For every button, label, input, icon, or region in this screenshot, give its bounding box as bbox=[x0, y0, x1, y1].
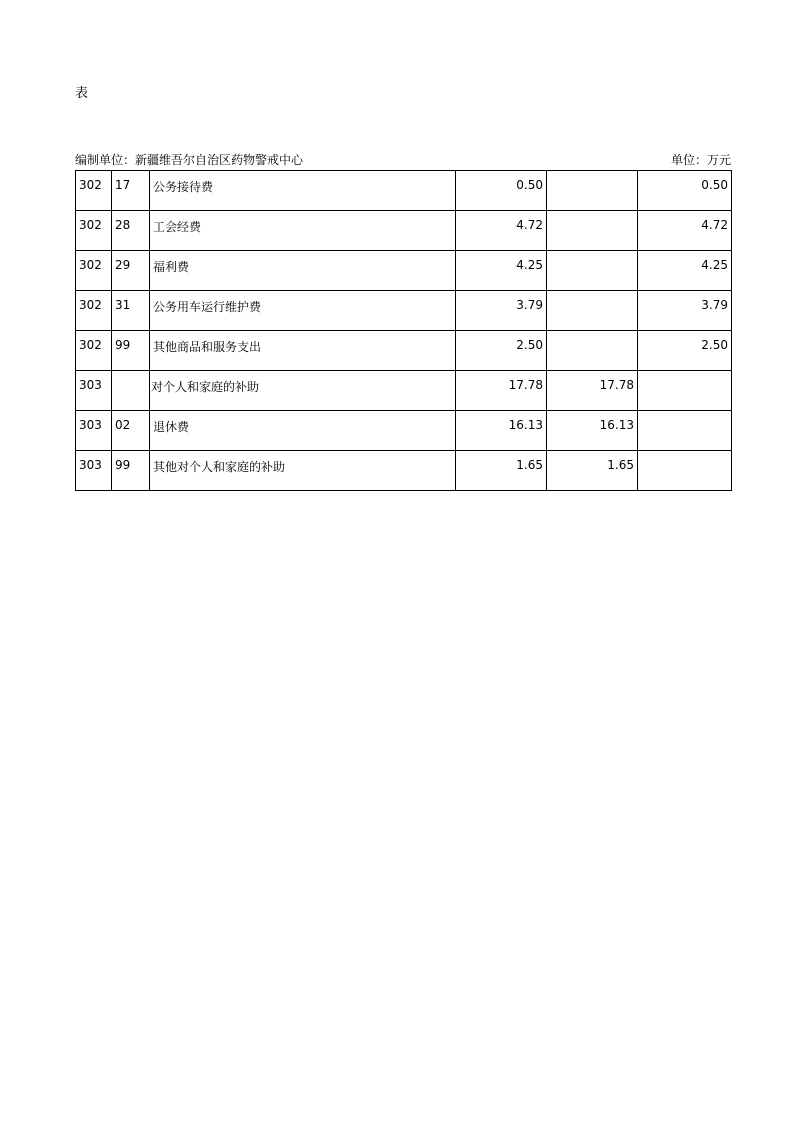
item-code-cell: 28 bbox=[112, 211, 150, 251]
org-label: 编制单位：新疆维吾尔自治区药物警戒中心 bbox=[75, 153, 304, 167]
table-row bbox=[76, 291, 732, 331]
basic-cell: 17.78 bbox=[547, 371, 638, 411]
basic-cell bbox=[547, 251, 638, 291]
item-code-cell: 29 bbox=[112, 251, 150, 291]
item-name-cell: 公务用车运行维护费 bbox=[150, 291, 456, 331]
table-row bbox=[76, 411, 732, 451]
project-cell: 0.50 bbox=[638, 171, 732, 211]
basic-cell bbox=[547, 211, 638, 251]
item-name-cell: 其他商品和服务支出 bbox=[150, 331, 456, 371]
total-cell: 2.50 bbox=[456, 331, 547, 371]
class-code-cell: 303 bbox=[76, 371, 112, 411]
project-cell bbox=[638, 451, 732, 491]
total-cell: 1.65 bbox=[456, 451, 547, 491]
basic-cell bbox=[547, 331, 638, 371]
unit-label: 单位：万元 bbox=[670, 153, 731, 167]
total-cell: 0.50 bbox=[456, 171, 547, 211]
project-cell bbox=[638, 411, 732, 451]
class-code-cell: 303 bbox=[76, 451, 112, 491]
project-cell: 4.25 bbox=[638, 251, 732, 291]
class-code-cell: 302 bbox=[76, 251, 112, 291]
basic-cell: 16.13 bbox=[547, 411, 638, 451]
total-cell: 16.13 bbox=[456, 411, 547, 451]
total-cell: 3.79 bbox=[456, 291, 547, 331]
class-code-cell: 302 bbox=[76, 331, 112, 371]
expenditure-table bbox=[75, 170, 732, 491]
class-code-cell: 302 bbox=[76, 211, 112, 251]
item-name-cell: 福利费 bbox=[150, 251, 456, 291]
basic-cell: 1.65 bbox=[547, 451, 638, 491]
project-cell: 3.79 bbox=[638, 291, 732, 331]
class-code-cell: 302 bbox=[76, 291, 112, 331]
total-cell: 4.25 bbox=[456, 251, 547, 291]
project-cell: 2.50 bbox=[638, 331, 732, 371]
table-row bbox=[76, 251, 732, 291]
table-row bbox=[76, 171, 732, 211]
item-code-cell: 99 bbox=[112, 451, 150, 491]
item-code-cell bbox=[112, 371, 150, 411]
class-code-cell: 303 bbox=[76, 411, 112, 451]
table-row bbox=[76, 211, 732, 251]
item-name-cell: 对个人和家庭的补助 bbox=[150, 371, 456, 411]
item-name-cell: 公务接待费 bbox=[150, 171, 456, 211]
item-name-cell: 其他对个人和家庭的补助 bbox=[150, 451, 456, 491]
project-cell: 4.72 bbox=[638, 211, 732, 251]
basic-cell bbox=[547, 171, 638, 211]
page-title: 表 bbox=[75, 86, 89, 101]
table-row bbox=[76, 331, 732, 371]
total-cell: 4.72 bbox=[456, 211, 547, 251]
basic-cell bbox=[547, 291, 638, 331]
item-code-cell: 31 bbox=[112, 291, 150, 331]
item-name-cell: 退休费 bbox=[150, 411, 456, 451]
total-cell: 17.78 bbox=[456, 371, 547, 411]
table-row bbox=[76, 371, 732, 411]
table-row bbox=[76, 451, 732, 491]
item-code-cell: 99 bbox=[112, 331, 150, 371]
item-code-cell: 02 bbox=[112, 411, 150, 451]
project-cell bbox=[638, 371, 732, 411]
class-code-cell: 302 bbox=[76, 171, 112, 211]
item-code-cell: 17 bbox=[112, 171, 150, 211]
item-name-cell: 工会经费 bbox=[150, 211, 456, 251]
